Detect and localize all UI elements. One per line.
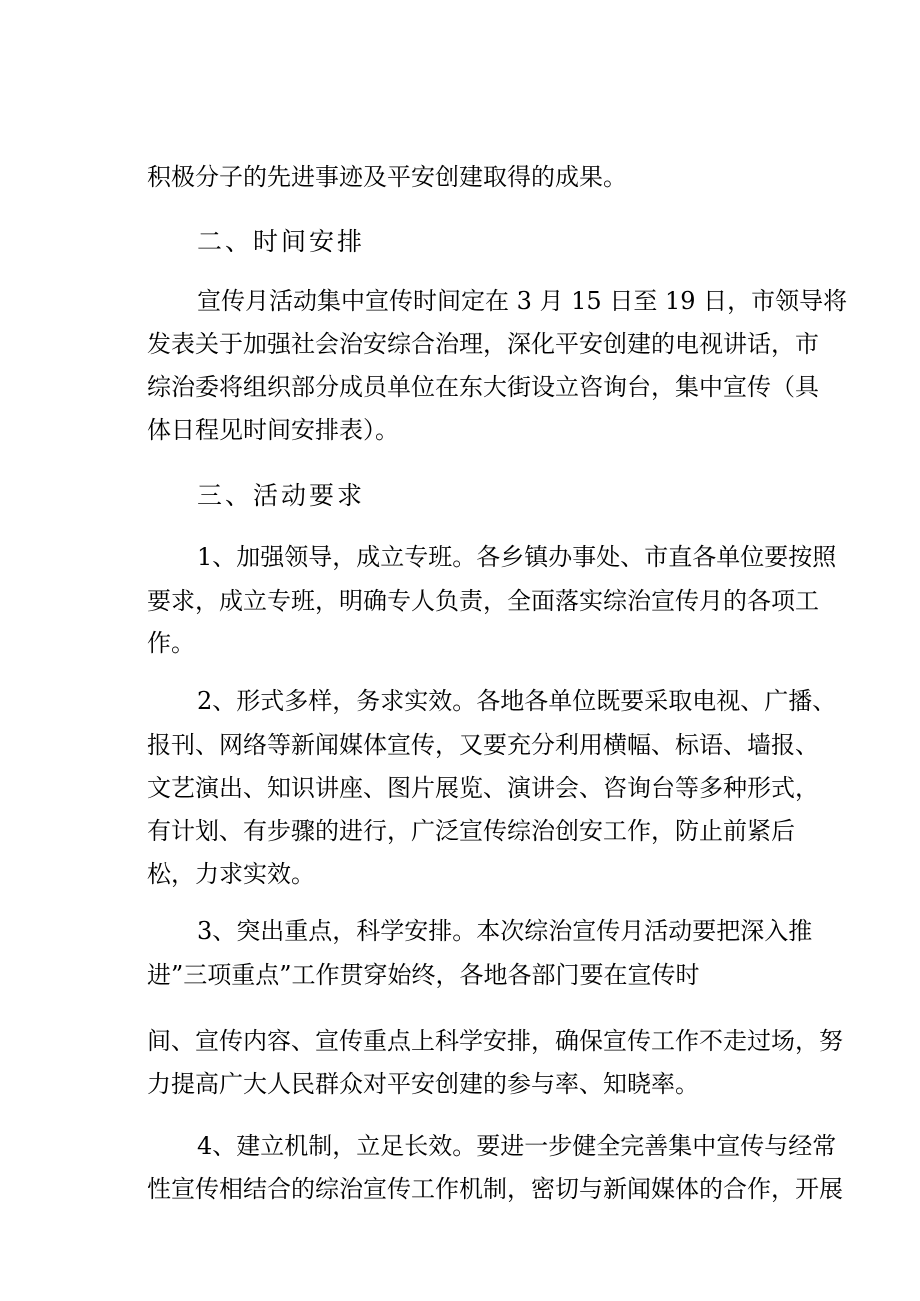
paragraph-line: 有计划、有步骤的进行，广泛宣传综治创安工作，防止前紧后 (147, 817, 795, 845)
paragraph-line: 3、突出重点，科学安排。本次综治宣传月活动要把深入推 (197, 917, 813, 945)
paragraph-line: 报刊、网络等新闻媒体宣传，又要充分利用横幅、标语、墙报、 (147, 731, 819, 759)
paragraph-line: 4、建立机制，立足长效。要进一步健全完善集中宣传与经常 (197, 1132, 837, 1160)
section-heading-schedule: 二、时间安排 (197, 227, 366, 256)
section-heading-requirements: 三、活动要求 (197, 481, 366, 510)
paragraph-line: 文艺演出、知识讲座、图片展览、演讲会、咨询台等多种形式， (147, 774, 819, 802)
paragraph-line: 积极分子的先进事迹及平安创建取得的成果。 (147, 163, 627, 191)
paragraph-line: 进”三项重点”工作贯穿始终，各地各部门要在宣传时 (147, 961, 700, 989)
paragraph-line: 力提高广大人民群众对平安创建的参与率、知晓率。 (147, 1070, 699, 1098)
paragraph-line: 性宣传相结合的综治宣传工作机制，密切与新闻媒体的合作，开展 (147, 1175, 843, 1203)
paragraph-line: 1、加强领导，成立专班。各乡镇办事处、市直各单位要按照 (197, 543, 837, 571)
paragraph-line: 发表关于加强社会治安综合治理，深化平安创建的电视讲话，市 (147, 330, 819, 358)
paragraph-line: 体日程见时间安排表）。 (147, 416, 399, 444)
paragraph-line: 宣传月活动集中宣传时间定在 3 月 15 日至 19 日，市领导将 (197, 287, 848, 315)
paragraph-line: 间、宣传内容、宣传重点上科学安排，确保宣传工作不走过场，努 (147, 1027, 843, 1055)
paragraph-line: 松，力求实效。 (147, 860, 315, 888)
paragraph-line: 综治委将组织部分成员单位在东大街设立咨询台，集中宣传（具 (147, 373, 819, 401)
paragraph-line: 作。 (147, 629, 195, 657)
paragraph-line: 要求，成立专班，明确专人负责，全面落实综治宣传月的各项工 (147, 587, 819, 615)
paragraph-line: 2、形式多样，务求实效。各地各单位既要采取电视、广播、 (197, 687, 837, 715)
